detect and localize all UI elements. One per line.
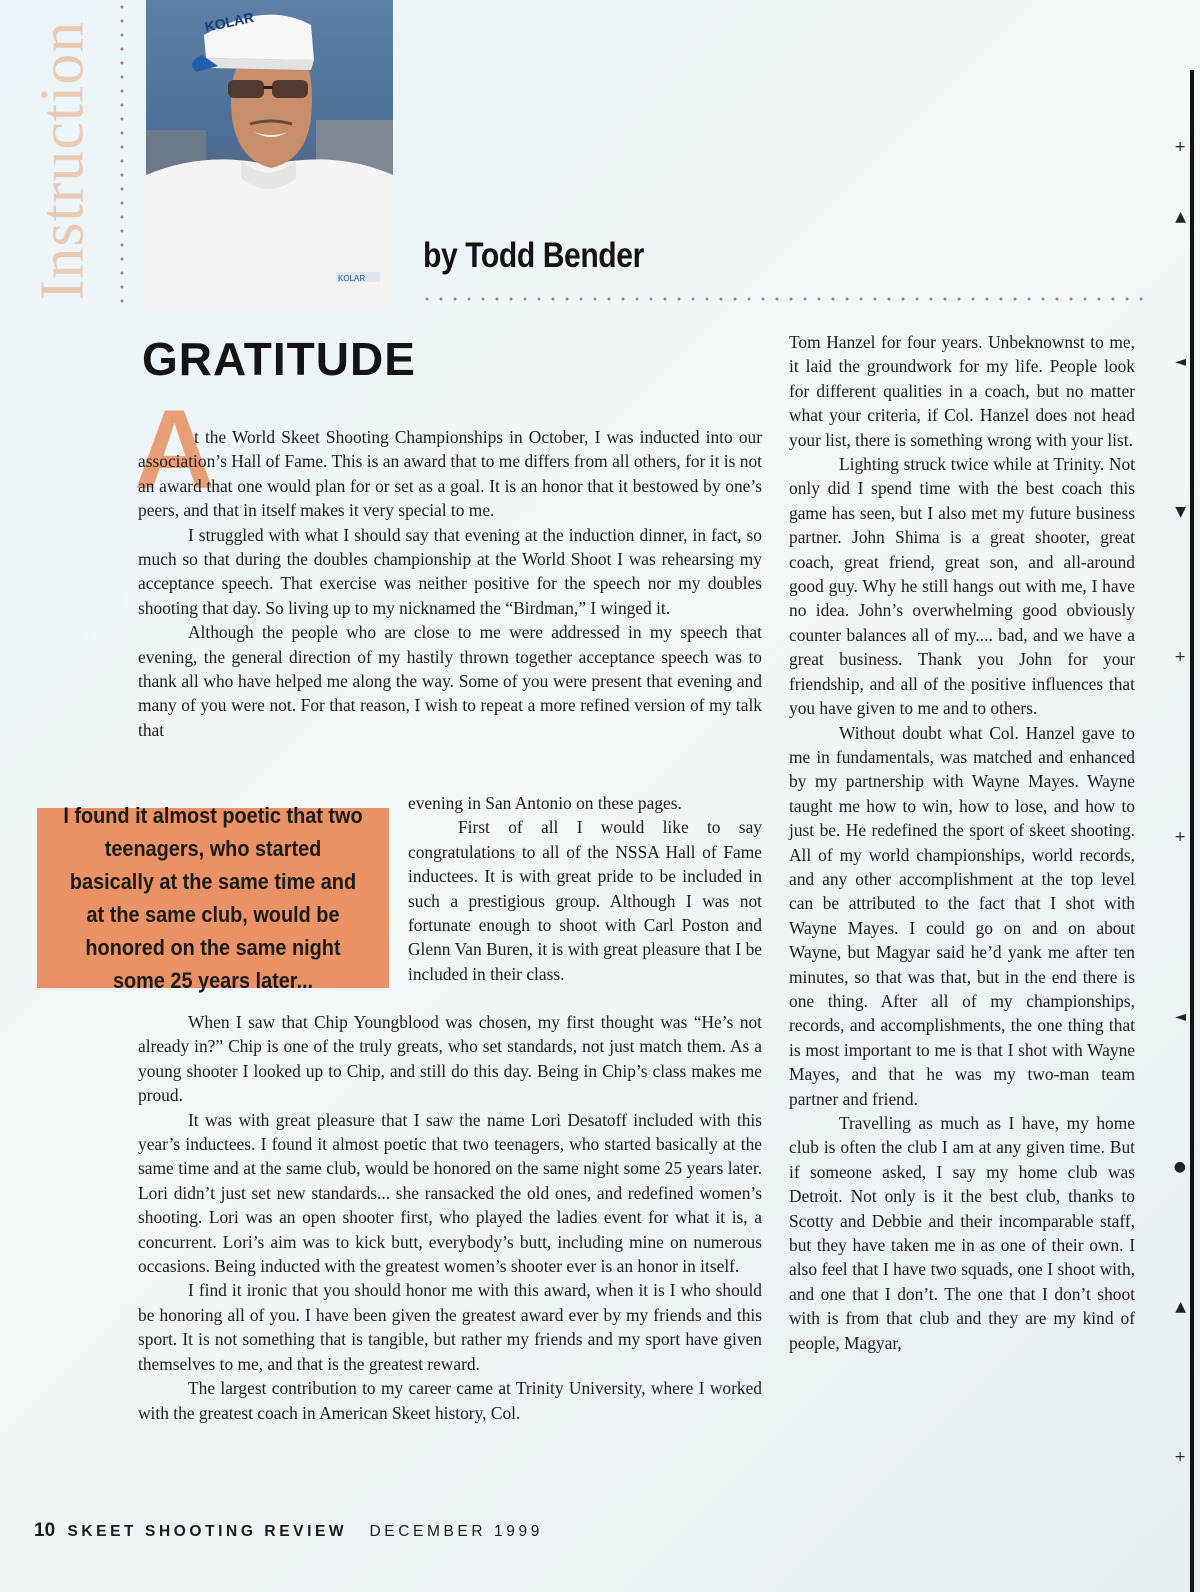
author-photo — [146, 0, 393, 307]
paragraph-opening: t the World Skeet Shooting Championships in October, I was inducted into our association’s Hall of Fame. This is an award that to me differs from all others, for it is not an award that one would plan for or set as a goal. It is an honor that it bestowed by one’s peers, and that in itself makes it very special to me. — [138, 427, 762, 521]
left-column-top — [138, 425, 762, 742]
pull-quote — [37, 803, 389, 993]
right-column — [789, 330, 1135, 1355]
paragraph: Although the people who are close to me were addressed in my speech that evening, the general direction of my hastily thrown together acceptance speech was to thank all who have helped me along the way. Some of you were present that evening and many of you were not. For that reason, I wish to repeat a more refined version of my talk that — [138, 622, 762, 740]
binding-line — [1190, 70, 1194, 1592]
article-title: GRATITUDE — [142, 333, 416, 385]
paragraph: First of all I would like to say congratulations to all of the NSSA Hall of Fame inductees. It is with great pride to be included in such a prestigious group. Although I was not fortunate enough to shoot with Carl Poston and Glenn Van Buren, it is with great pleasure that I be included in their class. — [408, 817, 762, 984]
paragraph-continuation: evening in San Antonio on these pages. — [408, 793, 682, 813]
paragraph: The largest contribution to my career came at Trinity University, where I worked with the greatest coach in American Skeet history, Col. — [138, 1378, 762, 1423]
section-label-text: Instruction — [28, 20, 97, 300]
paragraph: Without doubt what Col. Hanzel gave to me in fundamentals, was matched and enhanced by my partnership with Wayne Mayes. Wayne taught me how to win, how to lose, and how to just be. He redefined the sport of skeet shooting. All of my world championships, world records, and any other accomplishment at the top level can be attributed to the fact that I shot with Wayne Mayes. I could go on and on about Wayne, but Magyar said he’d yank me after ten minutes, so that was that, but in the end there is one thing. After all of my championships, records, and accomplishments, the one thing that is most important to me is that I shot with Wayne Mayes, and that he was my two-man team partner and friend. — [789, 722, 1135, 1109]
issue-date: DECEMBER 1999 — [369, 1523, 543, 1540]
section-label — [28, 10, 98, 310]
drop-cap: A — [134, 387, 215, 512]
paragraph: I struggled with what I should say that evening at the induction dinner, in fact, so much so that during the doubles championship at the World Shoot I was rehearsing my acceptance speech. That exercise was neither positive for the speech nor my doubles shooting that day. So living up to my nicknamed the “Birdman,” I winged it. — [138, 524, 762, 618]
paragraph: I find it ironic that you should honor me with this award, when it is I who should be honoring all of you. I have been given the greatest award ever by my friends and this sport. It is not something that is tangible, but rather my friends and my sport have given themselves to me, and that is the greatest reward. — [138, 1280, 762, 1374]
dot-icon: ● — [1173, 1159, 1186, 1175]
paragraph: When I saw that Chip Youngblood was chosen, my first thought was “He’s not already in?” Chip is one of the truly greats, who set standards, not just match them. As a young shooter I looked up to Chip, and still do this day. Being in Chip’s class makes me proud. — [138, 1012, 762, 1106]
paragraph-continuation: Tom Hanzel for four years. Unbeknownst to me, it laid the groundwork for my life. People look for different qualities in a coach, but no matter what your criteria, if Col. Hanzel does not head your list, there is something wrong with your list. — [789, 332, 1135, 450]
arrow-icon: ▼ — [1175, 504, 1186, 520]
left-column-beside-pullquote — [408, 791, 762, 986]
paragraph: It was with great pleasure that I saw the name Lori Desatoff included with this year’s inductees. I found it almost poetic that two teenagers, who started basically at the same time and at the same club, would be honored on the same night some 25 years later. Lori didn’t just set new standards... she ransacked the old ones, and redefined women’s shooting. Lori was an open shooter first, who played the ladies event for what it is, a concurrent. Lori’s aim was to kick butt, everybody’s butt, including mine on numerous occasions. Being inducted with the greatest women’s shooter ever is an honor in itself. — [138, 1109, 762, 1277]
cap-logo: KOLAR — [203, 8, 256, 35]
byline: by Todd Bender — [423, 236, 644, 275]
crop-mark-icon: + — [1174, 829, 1186, 845]
crop-mark-icon: + — [1174, 139, 1186, 155]
page-footer — [34, 1520, 543, 1542]
crop-mark-icon: + — [1174, 649, 1186, 665]
dotted-rule-horizontal — [420, 297, 1150, 301]
paragraph: Lighting struck twice while at Trinity. Not only did I spend time with the best coach this game has seen, but I also met my future business partner. John Shima is a great shooter, great coach, great friend, great son, and all-around good guy. Why he still hangs out with me, I have no idea. John’s overwhelming good obviously counter balances all of my.... bad, and we have a great business. Thank you John for your friendship, and all of the positive influences that you have given to me and to others. — [789, 454, 1135, 719]
arrow-icon: ◄ — [1175, 1009, 1186, 1025]
left-column-bottom — [138, 1010, 762, 1425]
dotted-rule-vertical — [120, 0, 124, 305]
arrow-icon: ▲ — [1175, 1299, 1186, 1315]
arrow-icon: ◄ — [1175, 354, 1186, 370]
publication-name: SKEET SHOOTING REVIEW — [67, 1523, 348, 1540]
shirt-tag: KOLAR — [338, 274, 366, 283]
page-number: 10 — [34, 1520, 56, 1541]
pull-quote-text: I found it almost poetic that two teenagers, who started basically at the same time and at the same club, would be honored on the same night some 25 years later... — [63, 803, 363, 993]
arrow-icon: ▲ — [1175, 209, 1186, 225]
crop-mark-icon: + — [1174, 1449, 1186, 1465]
paragraph: Travelling as much as I have, my home club is often the club I am at any given time. But if someone asked, I say my home club was Detroit. Not only is it the best club, thanks to Scotty and Debbie and their incomparable staff, but they have taken me in as one of their own. I also feel that I have two squads, one I shoot with, and one that I don’t. The one that I don’t shoot with is from that club and they are my kind of people, Magyar, — [789, 1113, 1135, 1353]
scan-edge — [1170, 0, 1200, 1592]
